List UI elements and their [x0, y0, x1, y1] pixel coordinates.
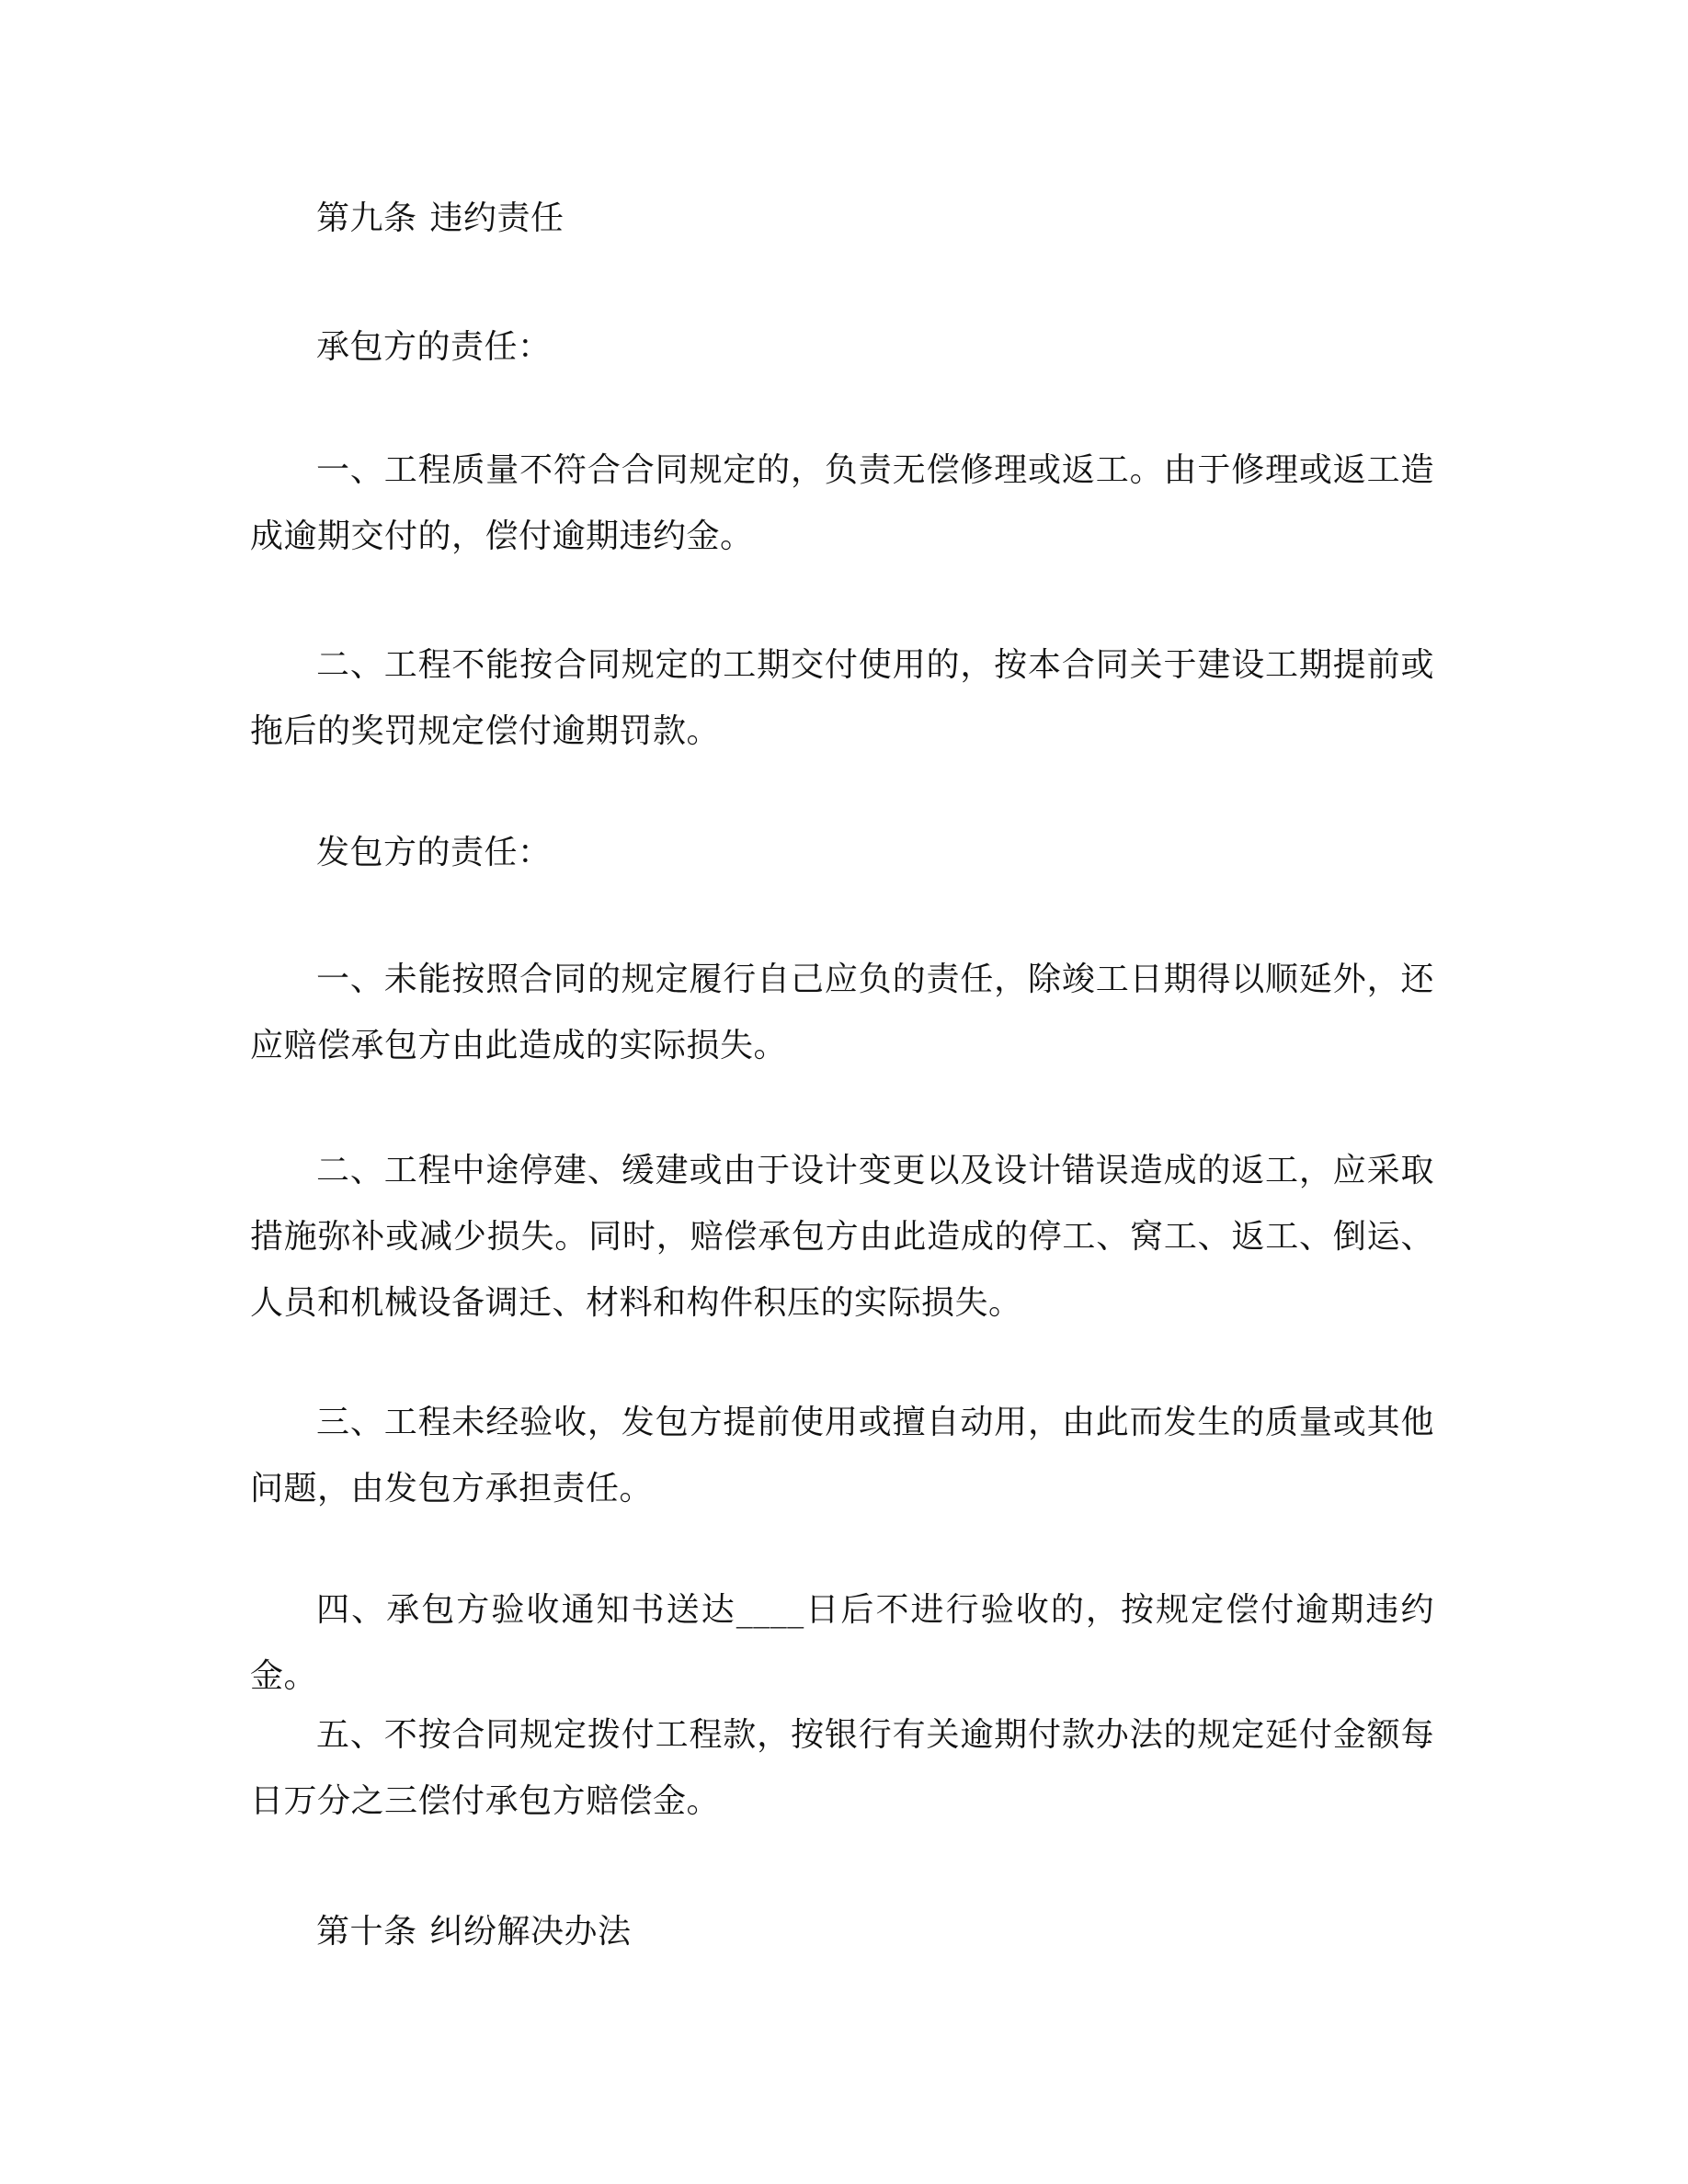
employer-clause-4: 四、承包方验收通知书送达____日后不进行验收的，按规定偿付逾期违约金。: [250, 1591, 1434, 1695]
article-10-title: 纠纷解决办法: [429, 1913, 632, 1951]
employer-clause-1: 一、未能按照合同的规定履行自己应负的责任，除竣工日期得以顺延外，还应赔偿承包方由此造成的实际损失。: [250, 961, 1434, 1064]
contractor-responsibility-heading: 承包方的责任：: [316, 328, 552, 366]
contractor-clause-2: 二、工程不能按合同规定的工期交付使用的，按本合同关于建设工期提前或拖后的奖罚规定偿付逾期罚款。: [250, 646, 1434, 750]
article-10-number: 第十条: [316, 1913, 417, 1951]
article-9-number: 第九条: [316, 199, 417, 237]
employer-responsibility-heading: 发包方的责任：: [316, 834, 552, 871]
article-9-heading: [316, 186, 565, 252]
employer-clause-3: 三、工程未经验收，发包方提前使用或擅自动用，由此而发生的质量或其他问题，由发包方承担责任。: [250, 1404, 1434, 1507]
employer-clause-5: 五、不按合同规定拨付工程款，按银行有关逾期付款办法的规定延付金额每日万分之三偿付承包方赔偿金。: [250, 1716, 1434, 1820]
contractor-clause-1: 一、工程质量不符合合同规定的，负责无偿修理或返工。由于修理或返工造成逾期交付的，偿付逾期违约金。: [250, 451, 1434, 555]
article-10-heading: [316, 1899, 632, 1965]
employer-clause-2: 二、工程中途停建、缓建或由于设计变更以及设计错误造成的返工，应采取措施弥补或减少损失。同时，赔偿承包方由此造成的停工、窝工、返工、倒运、人员和机械设备调迁、材料和构件积压的实际损失。: [250, 1152, 1434, 1322]
article-9-title: 违约责任: [429, 199, 565, 237]
